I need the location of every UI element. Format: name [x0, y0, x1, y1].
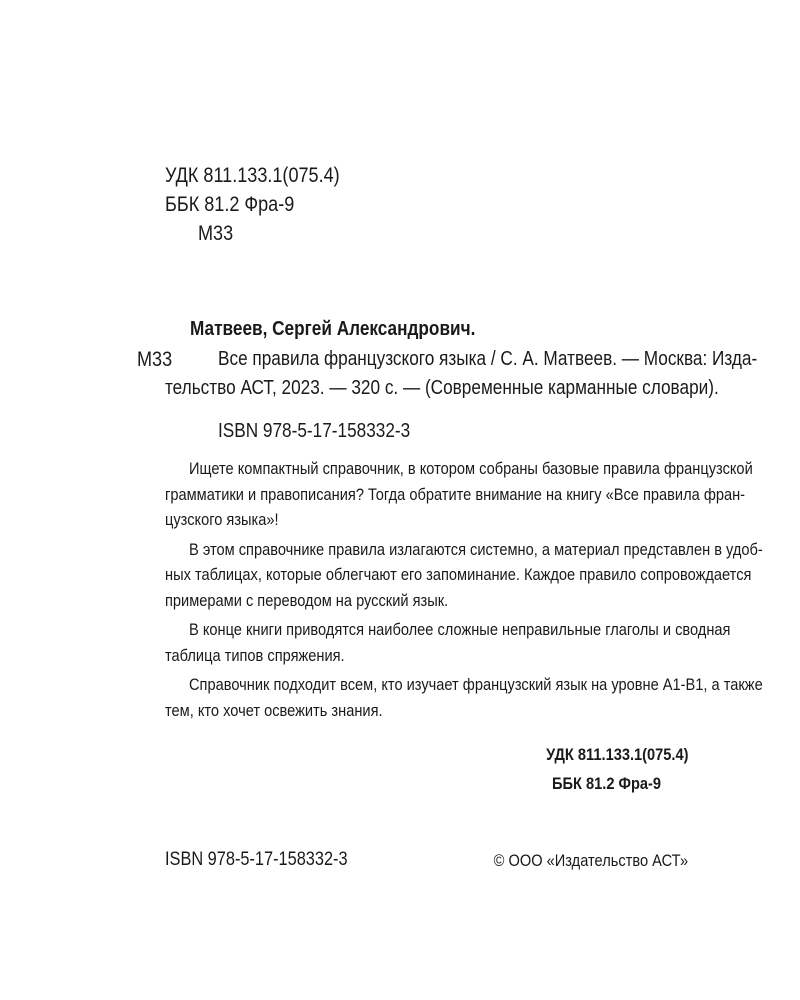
isbn-middle: ISBN 978-5-17-158332-3: [218, 420, 411, 442]
annotation-line: тем, кто хочет освежить знания.: [165, 700, 383, 720]
annotation-line: ных таблицах, которые облегчают его запоминание. Каждое правило сопровождается: [165, 565, 752, 584]
annotation-line: примерами с переводом на русский язык.: [165, 590, 449, 610]
annotation-line: таблица типов спряжения.: [165, 645, 345, 665]
author-mark-top: М33: [198, 222, 234, 245]
udk-code-top: УДК 811.133.1(075.4): [165, 164, 340, 187]
annotation-line: В конце книги приводятся наиболее сложные неправильные глаголы и сводная: [189, 620, 731, 639]
bib-line: Все правила французского языка / С. А. Матвеев. — Москва: Изда-: [218, 348, 758, 370]
bbk-code-top: ББК 81.2 Фра-9: [165, 193, 295, 216]
bbk-code-right: ББК 81.2 Фра-9: [552, 774, 662, 793]
udk-code-right: УДК 811.133.1(075.4): [545, 745, 688, 764]
annotation-line: Ищете компактный справочник, в котором собраны базовые правила французской: [189, 459, 753, 478]
bibliographic-description: [165, 345, 758, 403]
bib-line: тельство АСТ, 2023. — 320 с. — (Современные карманные словари).: [165, 377, 719, 399]
copyright-notice: © ООО «Издательство АСТ»: [493, 851, 688, 870]
author-heading: Матвеев, Сергей Александрович.: [190, 318, 476, 340]
annotation-line: цузского языка»!: [165, 510, 279, 529]
annotation: [165, 456, 775, 723]
annotation-line: грамматики и правописания? Тогда обратите внимание на книгу «Все правила фран-: [165, 484, 746, 504]
author-mark-margin: М33: [137, 348, 173, 371]
isbn-footer: ISBN 978-5-17-158332-3: [165, 849, 348, 870]
annotation-line: Справочник подходит всем, кто изучает французский язык на уровне A1-B1, а также: [189, 675, 763, 694]
annotation-line: В этом справочнике правила излагаются системно, а материал представлен в удоб-: [189, 539, 763, 559]
